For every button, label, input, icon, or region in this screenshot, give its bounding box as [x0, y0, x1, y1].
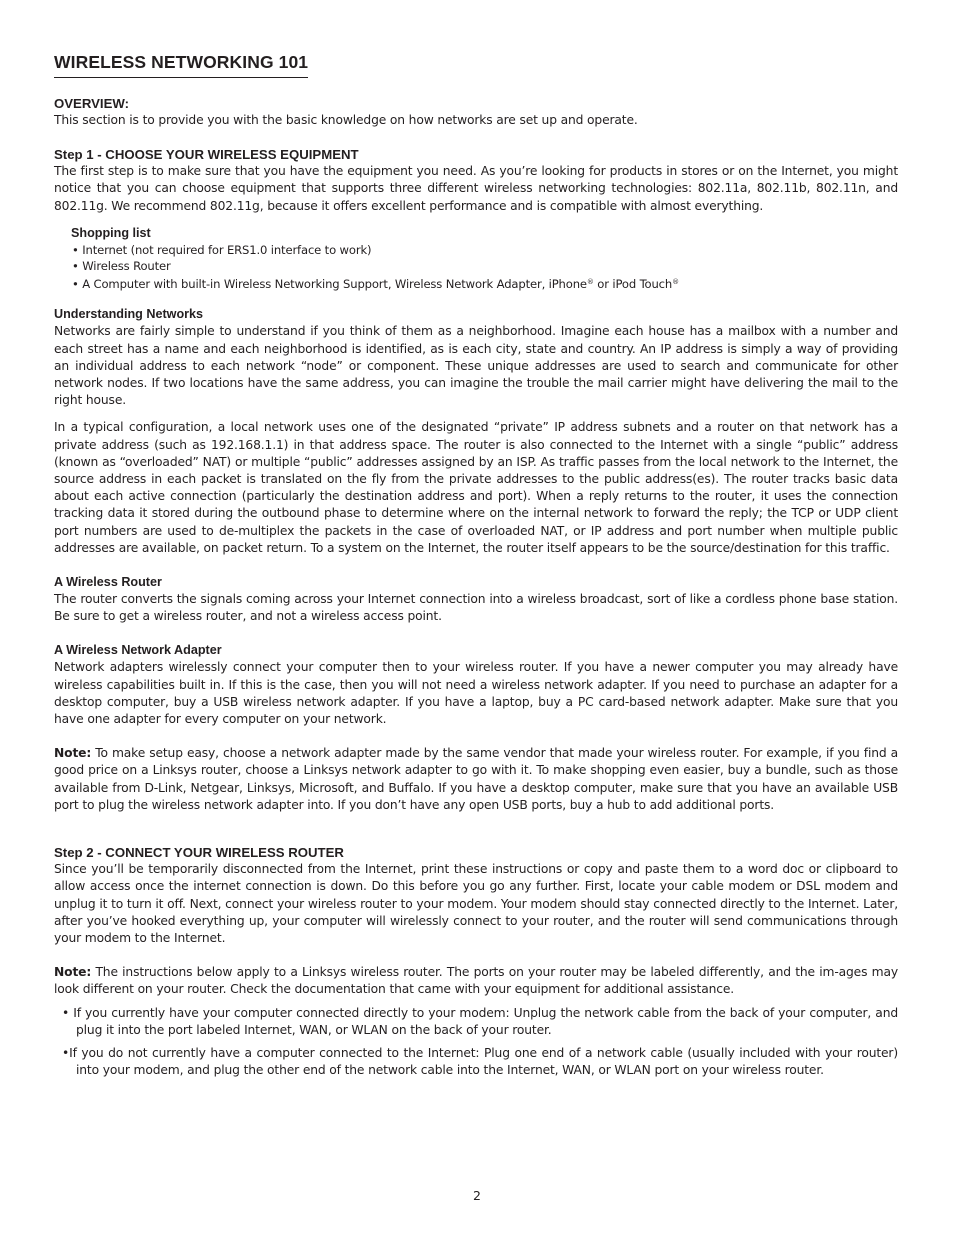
page-number: 2	[473, 1188, 481, 1203]
understanding-networks-heading: Understanding Networks	[54, 307, 204, 322]
shopping-list	[54, 225, 898, 293]
step2-text: Since you’ll be temporarily disconnected from the Internet, print these instructions or copy and paste them to a word doc or clipboard to allow access once the internet connection is down. Do this before you go any further. First, locate your cable modem or DSL modem and unplug it to turn it off. Next, connect your wireless router to your modem. Your modem should stay connected directly to the Internet. Later, after you’ve hooked everything up, your computer will wirelessly connect to your router, and the router will send communications through your modem to the Internet.	[54, 862, 898, 945]
step1-text: The first step is to make sure that you have the equipment you need. As you’re looking for products in stores or on the Internet, you might notice that you can choose equipment that supports three different wireless networking technologies: 802.11a, 802.11b, 802.11n, and 802.11g. We recommend 802.11g, because it offers excellent performance and is compatible with almost everything.	[54, 164, 898, 213]
step2-heading: Step 2 - CONNECT YOUR WIRELESS ROUTER	[54, 845, 344, 861]
shopping-list-heading: Shopping list	[71, 225, 151, 240]
list-item: • Internet (not required for ERS1.0 interface to work)	[72, 242, 372, 257]
document-page	[54, 50, 898, 1079]
wireless-router-text: The router converts the signals coming across your Internet connection into a wireless broadcast, sort of like a cordless phone base station. Be sure to get a wireless router, and not a wireless access point.	[54, 592, 898, 624]
step1-heading: Step 1 - CHOOSE YOUR WIRELESS EQUIPMENT	[54, 147, 359, 163]
list-item: • Wireless Router	[72, 259, 171, 274]
bullet-item-2: •If you do not currently have a computer connected to the Internet: Plug one end of a network cable (usually included with your router) into your modem, and plug the other end of the network cable into the Internet, WAN, or WLAN port on your wireless router.	[62, 1045, 898, 1078]
list-item: • A Computer with built-in Wireless Networking Support, Wireless Network Adapter, iPhone® or iPod Touch®	[72, 277, 679, 292]
note-label: Note:	[54, 965, 92, 980]
network-adapter-heading: A Wireless Network Adapter	[54, 643, 222, 658]
note-label: Note:	[54, 746, 92, 761]
networks-paragraph-1: Networks are fairly simple to understand if you think of them as a neighborhood. Imagine each house has a mailbox with a number and each street has a name and each neighborhood is identified, as is each city, state and country. An IP address is simply a way of providing an individual address to each network “node” or component. These unique addresses are used to search and communicate for other network nodes. If two locations have the same address, you can imagine the trouble the mail carrier might have delivering the mail to the right house.	[54, 324, 898, 408]
bullet-item-1: • If you currently have your computer connected directly to your modem: Unplug the network cable from the back of your computer, and plug it into the port labeled Internet, WAN, or WLAN on the back of your router.	[62, 1005, 898, 1037]
overview-heading: OVERVIEW:	[54, 96, 129, 111]
note-paragraph-2: Note: The instructions below apply to a Linksys wireless router. The ports on your router may be labeled differently, and the im-ages may look different on your router. Check the documentation that came with your equipment for additional assistance.	[54, 965, 898, 997]
networks-paragraph-2: In a typical configuration, a local network uses one of the designated “private” IP address subnets and a router on that network has a private address (such as 192.168.1.1) in that address space. The router is also connected to the Internet with a single “public” address (known as “overloaded” NAT) or multiple “public” addresses assigned by an ISP. As traffic passes from the local network to the Internet, the source address in each packet is translated on the fly from the private addresses to the public address(es). The router tracks basic data about each active connection (particularly the destination address and port). When a reply returns to the router, it uses the connection tracking data it stored during the outbound phase to determine where on the internal network to forward the reply; the TCP or UDP client port numbers are used to de-multiplex the packets in the case of overloaded NAT, or IP address and port number when multiple public addresses are available, on packet return. To a system on the Internet, the router itself appears to be the source/destination for this traffic.	[54, 420, 898, 555]
network-adapter-text: Network adapters wirelessly connect your computer then to your wireless router. If you have a newer computer you may already have wireless capabilities built in. If this is the case, then you will not need a wireless network adapter. If you need to purchase an adapter for a desktop computer, buy a USB wireless network adapter. If you have a laptop, buy a PC card-based network adapter. Make sure that you have one adapter for every computer on your network.	[54, 660, 898, 727]
wireless-router-heading: A Wireless Router	[54, 575, 162, 590]
page-title: WIRELESS NETWORKING 101	[54, 50, 308, 78]
overview-text: This section is to provide you with the basic knowledge on how networks are set up and operate.	[54, 113, 638, 127]
note-paragraph: Note: To make setup easy, choose a network adapter made by the same vendor that made your wireless router. For example, if you find a good price on a Linksys router, choose a Linksys network adapter to go with it. To make shopping even easier, buy a bundle, such as those available from D-Link, Netgear, Linksys, Microsoft, and Buffalo. If you have a desktop computer, make sure that you have an available USB port to plug the wireless network adapter into. If you don’t have any open USB ports, buy a hub to add additional ports.	[54, 746, 898, 812]
